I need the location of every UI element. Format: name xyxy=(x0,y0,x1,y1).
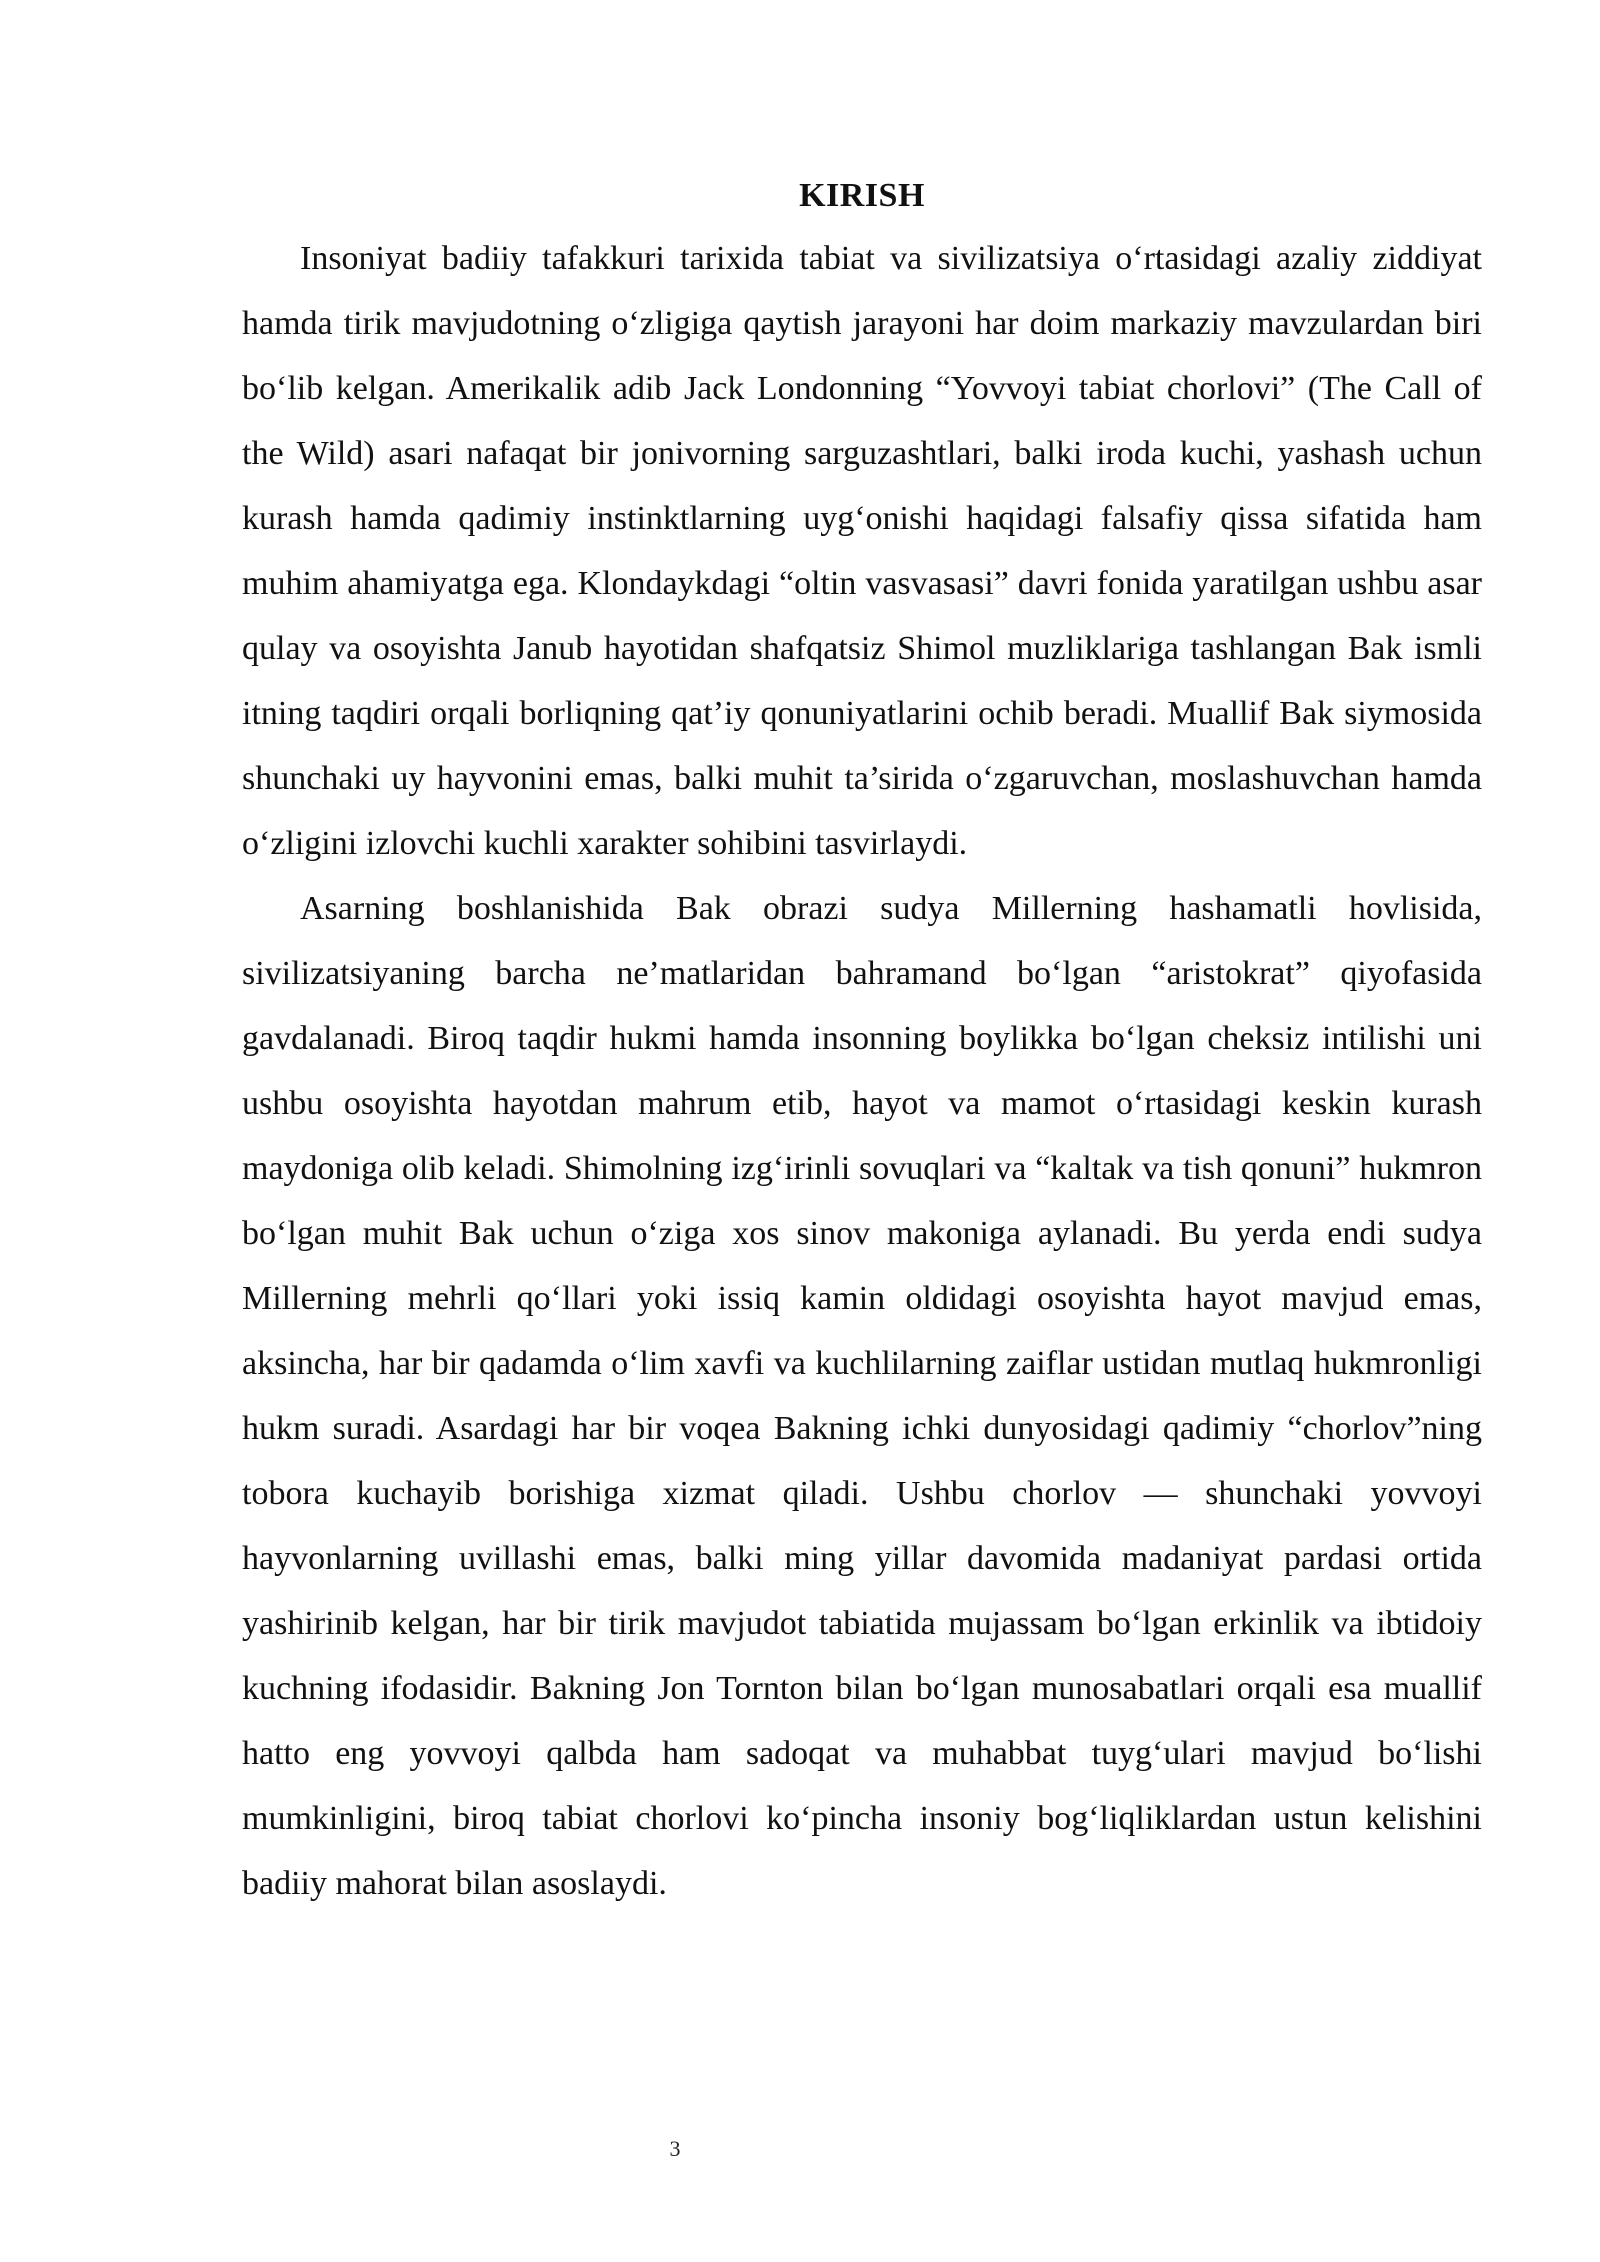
paragraph-2: Asarning boshlanishida Bak obrazi sudya Millerning hashamatli hovlisida, sivilizatsiyaning barcha ne’matlaridan bahramand bo‘lgan “aristokrat” qiyofasida gavdalanadi. Biroq taqdir hukmi hamda insonning boylikka bo‘lgan cheksiz intilishi uni ushbu osoyishta hayotdan mahrum etib, hayot va mamot o‘rtasidagi keskin kurash maydoniga olib keladi. Shimolning izg‘irinli sovuqlari va “kaltak va tish qonuni” hukmron bo‘lgan muhit Bak uchun o‘ziga xos sinov makoniga aylanadi. Bu yerda endi sudya Millerning mehrli qo‘llari yoki issiq kamin oldidagi osoyishta hayot mavjud emas, aksincha, har bir qadamda o‘lim xavfi va kuchlilarning zaiflar ustidan mutlaq hukmronligi hukm suradi. Asardagi har bir voqea Bakning ichki dunyosidagi qadimiy “chorlov”ning tobora kuchayib borishiga xizmat qiladi. Ushbu chorlov — shunchaki yovvoyi hayvonlarning uvillashi emas, balki ming yillar davomida madaniyat pardasi ortida yashirinib kelgan, har bir tirik mavjudot tabiatida mujassam bo‘lgan erkinlik va ibtidoiy kuchning ifodasidir. Bakning Jon Tornton bilan bo‘lgan munosabatlari orqali esa muallif hatto eng yovvoyi qalbda ham sadoqat va muhabbat tuyg‘ulari mavjud bo‘lishi mumkinligini, biroq tabiat chorlovi ko‘pincha insoniy bog‘liqliklardan ustun kelishini badiiy mahorat bilan asoslaydi. xyxy=(242,890,1482,1902)
page-number: 3 xyxy=(669,2136,681,2161)
page-content xyxy=(242,166,1482,1916)
section-title: KIRISH xyxy=(799,177,925,214)
paragraph-1: Insoniyat badiiy tafakkuri tarixida tabiat va sivilizatsiya o‘rtasidagi azaliy ziddiyat hamda tirik mavjudotning o‘zligiga qaytish jarayoni har doim markaziy mavzulardan biri bo‘lib kelgan. Amerikalik adib Jack Londonning “Yovvoyi tabiat chorlovi” (The Call of the Wild) asari nafaqat bir jonivorning sarguzashtlari, balki iroda kuchi, yashash uchun kurash hamda qadimiy instinktlarning uyg‘onishi haqidagi falsafiy qissa sifatida ham muhim ahamiyatga ega. Klondaykdagi “oltin vasvasasi” davri fonida yaratilgan ushbu asar qulay va osoyishta Janub hayotidan shafqatsiz Shimol muzliklariga tashlangan Bak ismli itning taqdiri orqali borliqning qat’iy qonuniyatlarini ochib beradi. Muallif Bak siymosida shunchaki uy hayvonini emas, balki muhit ta’sirida o‘zgaruvchan, moslashuvchan hamda o‘zligini izlovchi kuchli xarakter sohibini tasvirlaydi. xyxy=(242,240,1482,862)
